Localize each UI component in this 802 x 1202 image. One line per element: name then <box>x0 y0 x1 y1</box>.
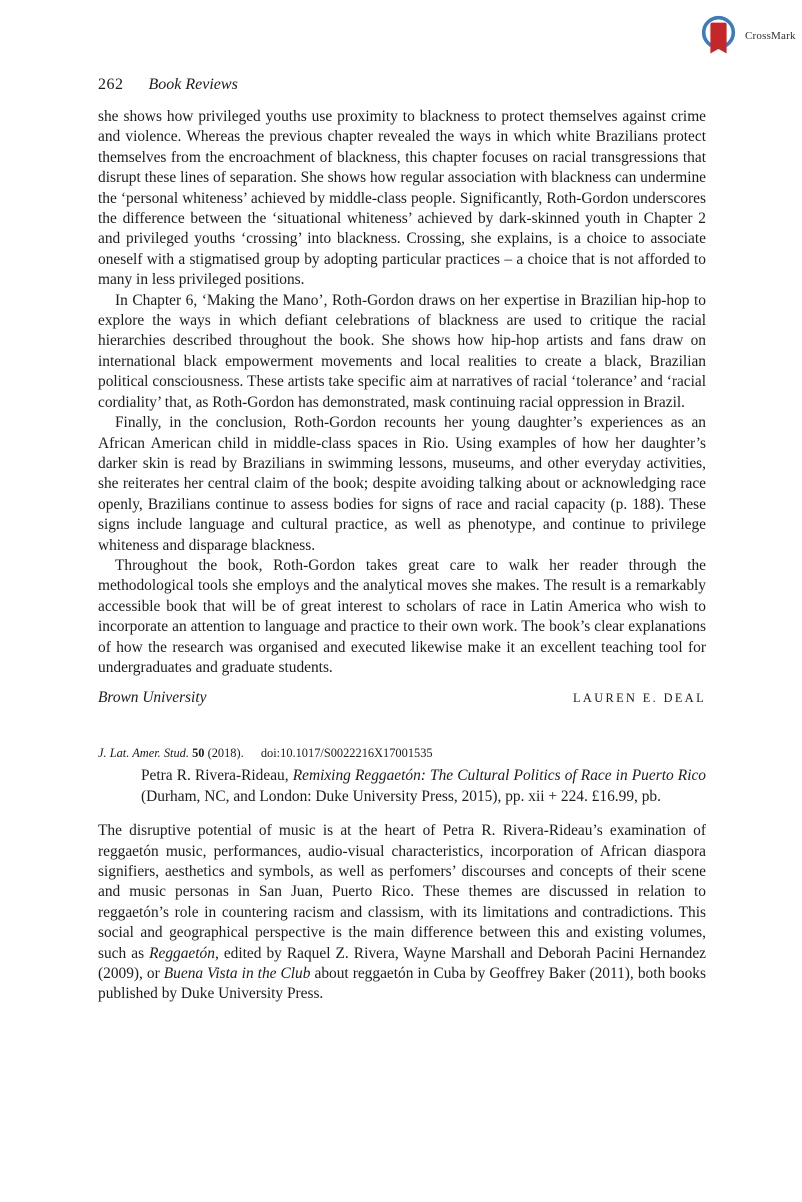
book-heading: Petra R. Rivera-Rideau, Remixing Reggaetón: The Cultural Politics of Race in Puerto Rico (Durham, NC, and London: Duke University Press, 2015), pp. xii + 224. £16.99, pb. <box>141 767 706 805</box>
review-paragraph: she shows how privileged youths use proximity to blackness to protect themselves against crime and violence. Whereas the previous chapter revealed the ways in which white Brazilians protect themselves from the encroachment of blackness, this chapter focuses on racial transgressions that disrupt these lines of separation. She shows how regular association with blackness can undermine the ‘personal whiteness’ achieved by middle-class people. Significantly, Roth-Gordon underscores the difference between the ‘situational whiteness’ achieved by dark-skinned youth in Chapter 2 and privileged youths ‘crossing’ into blackness. Crossing, she explains, is a choice to associate oneself with a stigmatised group by adopting particular practices – a choice that is not afforded to many in less privileged positions. <box>98 108 706 289</box>
crossmark-icon <box>701 15 738 56</box>
journal-citation <box>98 745 706 762</box>
citation-journal-title: J. Lat. Amer. Stud. <box>98 746 189 761</box>
crossmark-badge[interactable] <box>701 15 796 56</box>
text-column <box>98 74 706 1005</box>
running-head-title: Book Reviews <box>148 76 238 93</box>
review-paragraph: Finally, in the conclusion, Roth-Gordon recounts her young daughter’s experiences as an African American child in middle-class spaces in Rio. Using examples of how her daughter’s darker skin is read by Brazilians in swimming lessons, museums, and other everyday activities, she reiterates her central claim of the book; despite avoiding talking about or acknowledging race openly, Brazilians continue to assess bodies for signs of race and racial capacity (p. 188). These signs include language and cultural practice, as well as phenotype, and continue to privilege whiteness and disparage blackness. <box>98 414 706 554</box>
citation-doi: doi:10.1017/S0022216X17001535 <box>260 746 433 761</box>
review-paragraph: In Chapter 6, ‘Making the Mano’, Roth-Gordon draws on her expertise in Brazilian hip-hop to explore the ways in which defiant celebrations of blackness are used to critique the racial hierarchies described throughout the book. She shows how hip-hop artists and fans draw on international black empowerment movements and local realities to create a black, Brazilian political consciousness. These artists take specific aim at narratives of racial ‘tolerance’ and ‘racial cordiality’ that, as Roth-Gordon has demonstrated, mask continuing racial oppression in Brazil. <box>98 291 706 411</box>
citation-year: (2018). <box>207 746 244 761</box>
review-paragraph: The disruptive potential of music is at the heart of Petra R. Rivera-Rideau’s examination of reggaetón music, performances, audio-visual characteristics, incorporation of African diaspora signifiers, aesthetics and symbols, as well as perfomers’ discourses and concepts of their scene and music personas in San Juan, Puerto Rico. These themes are discussed in relation to reggaetón’s role in countering racism and classism, with its limitations and contradictions. This social and geographical perspective is the main difference between this and existing volumes, such as Reggaetón, edited by Raquel Z. Rivera, Wayne Marshall and Deborah Pacini Hernandez (2009), or Buena Vista in the Club about reggaetón in Cuba by Geoffrey Baker (2011), both books published by Duke University Press. <box>98 822 706 1003</box>
crossmark-label: CrossMark <box>745 29 796 42</box>
review-body <box>98 107 706 678</box>
reviewer-name: LAUREN E. DEAL <box>573 691 706 706</box>
review-paragraph: Throughout the book, Roth-Gordon takes great care to walk her reader through the methodological tools she employs and the analytical moves she makes. The result is a remarkably accessible book that will be of great interest to scholars of race in Latin America who wish to incorporate an attention to language and practice to their own work. The book’s clear explanations of how the research was organised and executed likewise make it an excellent teaching tool for undergraduates and graduate students. <box>98 556 706 676</box>
citation-volume: 50 <box>192 746 205 761</box>
review-signature <box>98 687 706 709</box>
page-number: 262 <box>98 76 124 93</box>
reviewer-affiliation: Brown University <box>98 689 207 707</box>
running-head <box>98 74 706 95</box>
